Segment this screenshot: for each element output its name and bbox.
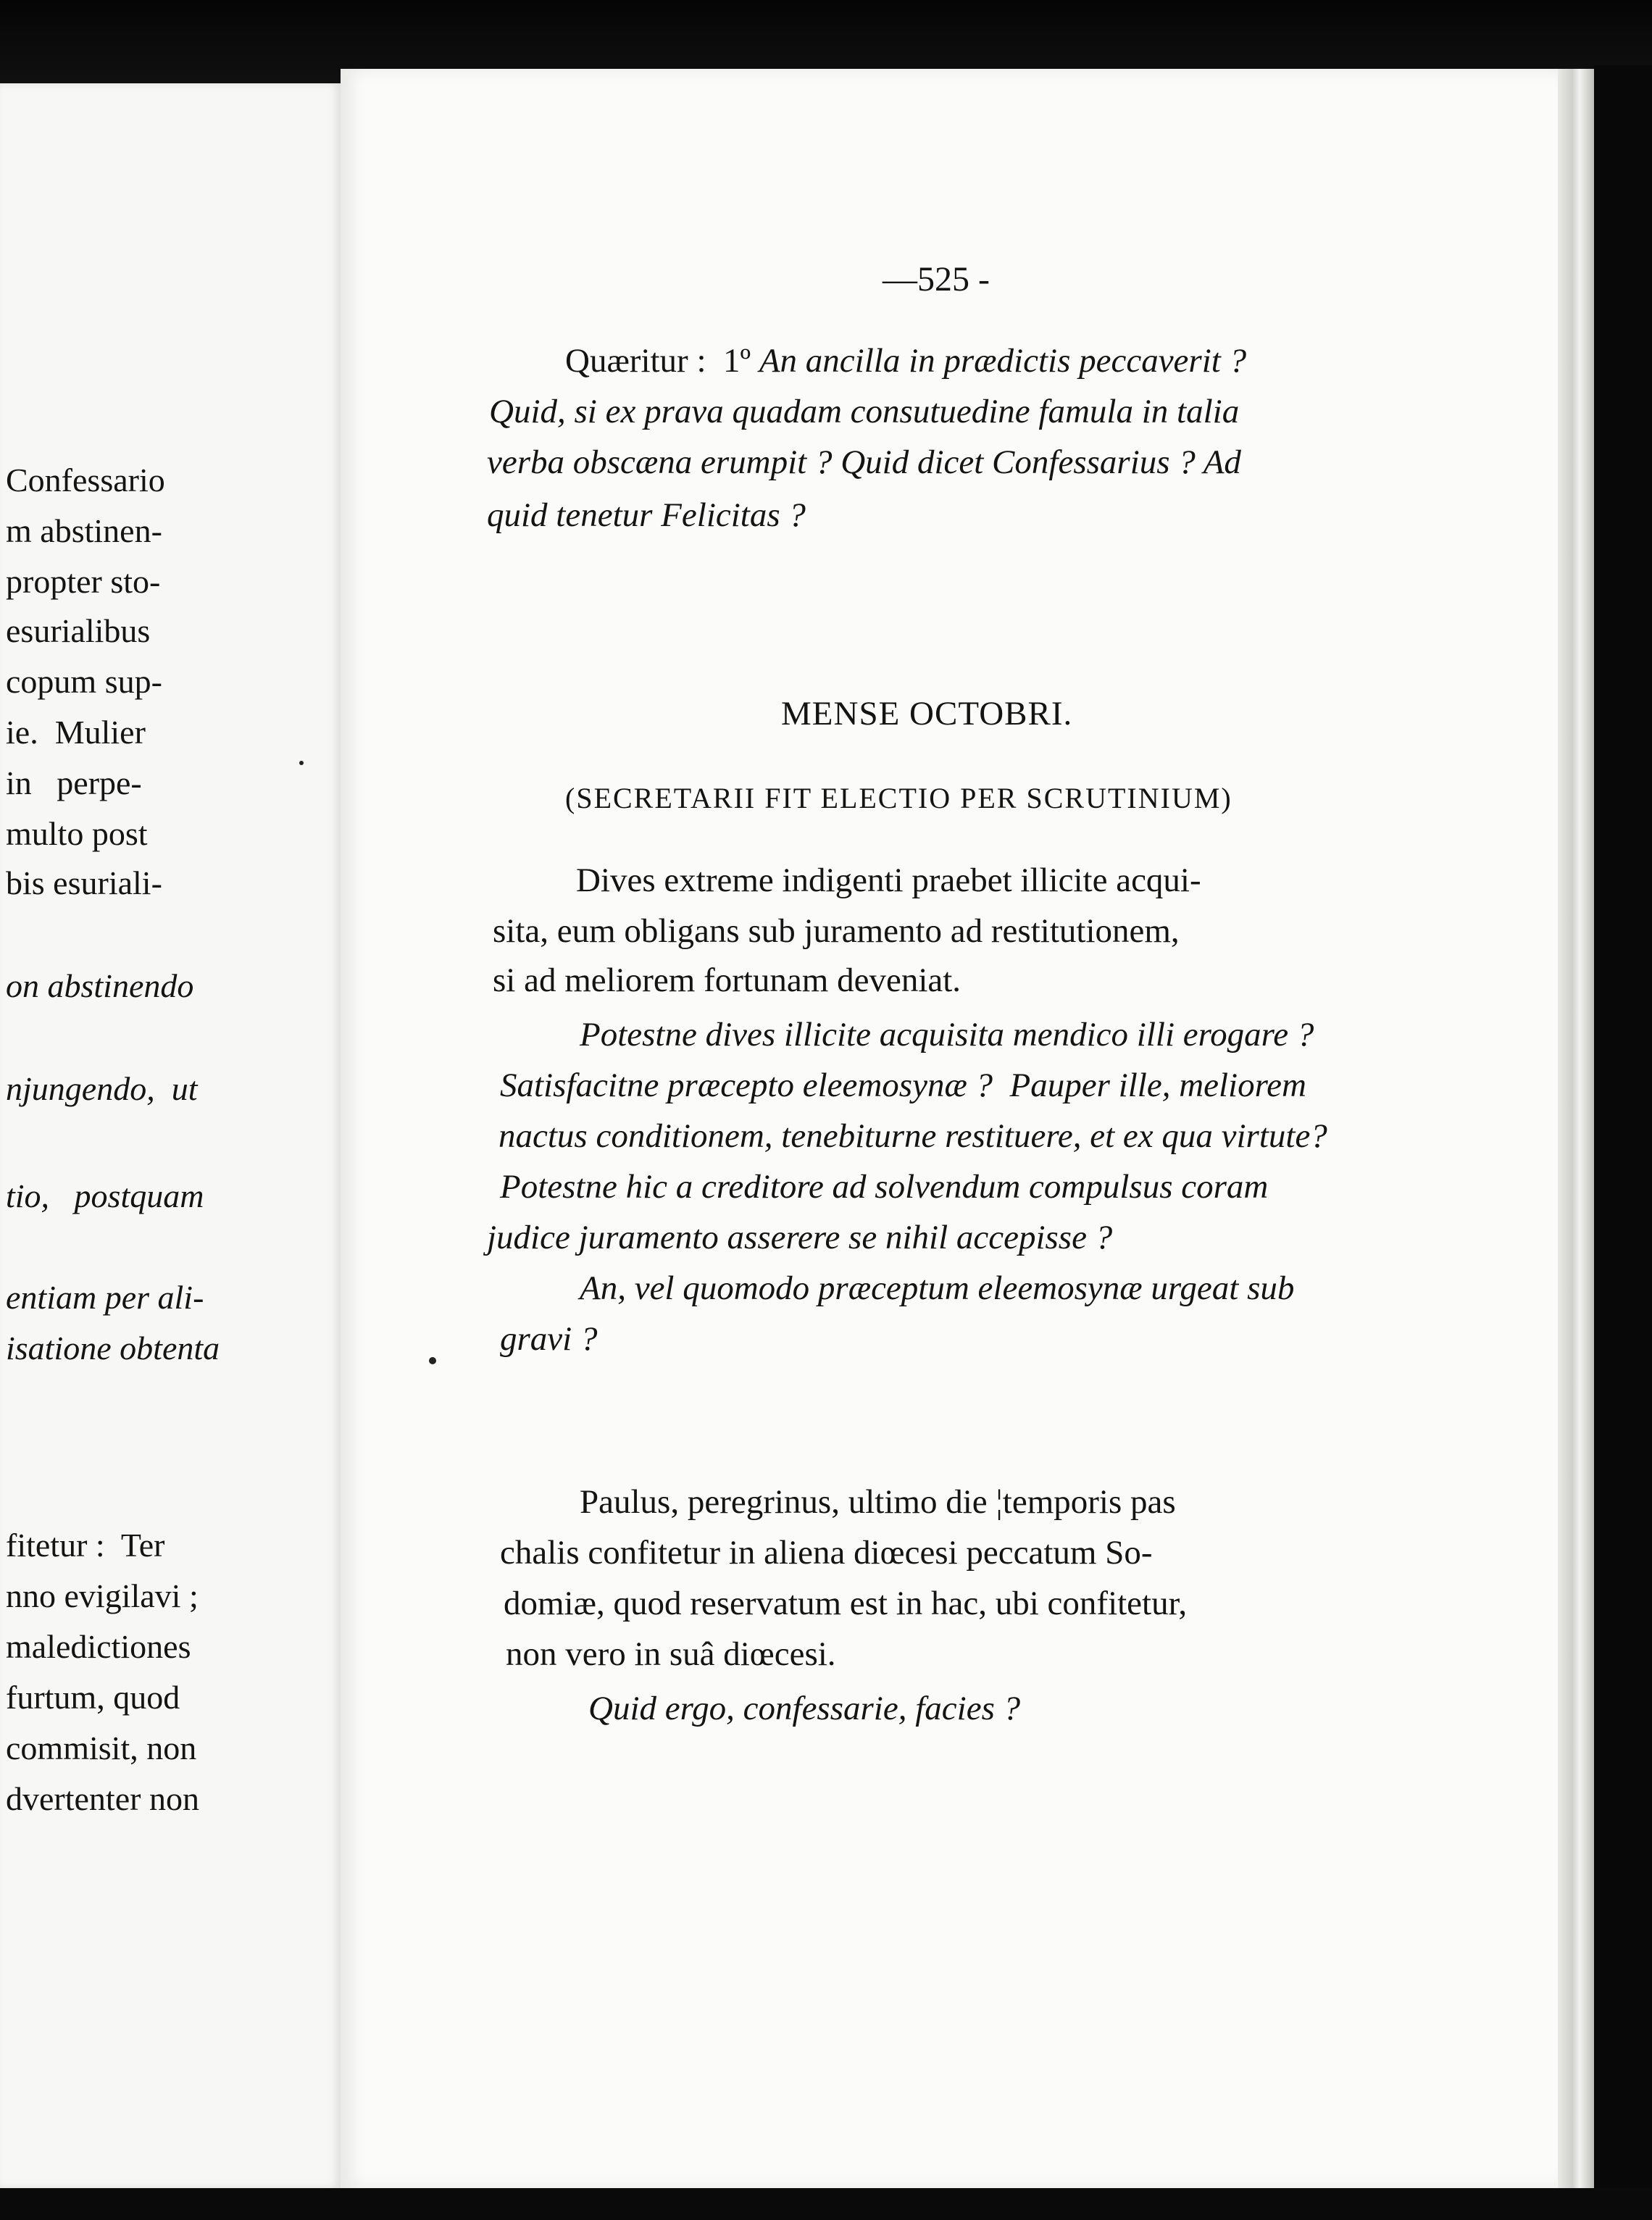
scan-border-bottom — [0, 2188, 1652, 2220]
paragraph-2-question-line: Potestne dives illicite acquisita mendico illi erogare ? — [580, 1016, 1314, 1053]
paragraph-1-question: An ancilla in prædictis peccaverit ? — [759, 342, 1247, 380]
left-page-line: maledictiones — [6, 1628, 191, 1665]
paragraph-3-line: chalis confitetur in aliena diœcesi peccatum So- — [500, 1534, 1153, 1572]
paragraph-3-question: Quid ergo, confessarie, facies ? — [588, 1690, 1021, 1727]
paragraph-3-line: non vero in suâ diœcesi. — [506, 1635, 836, 1673]
paragraph-1-line-3: verba obscæna erumpit ? Quid dicet Confessarius ? Ad — [487, 443, 1241, 481]
left-page — [0, 83, 341, 2188]
ink-dot — [429, 1357, 436, 1364]
section-subheading: (SECRETARII FIT ELECTIO PER SCRUTINIUM) — [565, 782, 1232, 814]
left-page-line: nno evigilavi ; — [6, 1577, 199, 1614]
paragraph-2-line: si ad meliorem fortunam deveniat. — [493, 961, 961, 999]
page-number: —525 - — [883, 260, 990, 299]
paragraph-2-question-line: gravi ? — [500, 1320, 598, 1358]
page-edge — [1558, 69, 1594, 2188]
left-page-line: fitetur : Ter — [6, 1527, 165, 1564]
paragraph-1-line-2: Quid, si ex prava quadam consutuedine famula in talia — [489, 393, 1240, 430]
paragraph-1-line-4: quid tenetur Felicitas ? — [487, 496, 806, 534]
paragraph-2-question-line: nactus conditionem, tenebiturne restituere, et ex qua virtute? — [498, 1117, 1327, 1155]
paragraph-2-question-line: Potestne hic a creditore ad solvendum compulsus coram — [500, 1168, 1269, 1206]
ink-dot — [299, 761, 304, 765]
left-page-line: dvertenter non — [6, 1780, 199, 1817]
left-page-line: copum sup- — [6, 663, 162, 700]
left-page-line: commisit, non — [6, 1729, 197, 1766]
section-heading: MENSE OCTOBRI. — [781, 695, 1073, 733]
left-page-line: m abstinen- — [6, 512, 162, 549]
left-page-line: entiam per ali- — [6, 1279, 204, 1316]
paragraph-3-line: domiæ, quod reservatum est in hac, ubi confitetur, — [504, 1585, 1188, 1622]
left-page-line: isatione obtenta — [6, 1330, 220, 1366]
paragraph-3-line: Paulus, peregrinus, ultimo die ¦temporis pas — [580, 1483, 1176, 1521]
left-page-line: furtum, quod — [6, 1679, 180, 1716]
left-page-line: ie. Mulier — [6, 714, 146, 751]
left-page-line: on abstinendo — [6, 967, 194, 1004]
left-page-line: propter sto- — [6, 563, 161, 600]
left-page-line: tio, postquam — [6, 1177, 204, 1214]
paragraph-2-question-line: An, vel quomodo præceptum eleemosynæ urgeat sub — [580, 1269, 1295, 1307]
left-page-line: in perpe- — [6, 764, 142, 801]
paragraph-1-lead: Quæritur : 1º — [565, 342, 759, 380]
left-page-line: multo post — [6, 815, 148, 852]
left-page-line: bis esuriali- — [6, 864, 162, 901]
paragraph-2-line: sita, eum obligans sub juramento ad restitutionem, — [493, 912, 1180, 950]
left-page-line: esurialibus — [6, 612, 151, 649]
paragraph-2-question-line: judice juramento asserere se nihil accepisse ? — [487, 1219, 1113, 1256]
paragraph-2-line: Dives extreme indigenti praebet illicite acqui- — [576, 861, 1201, 899]
left-page-line: Confessario — [6, 462, 165, 498]
left-page-line: njungendo, ut — [6, 1070, 198, 1107]
scan-border-right — [1594, 65, 1652, 2220]
paragraph-2-question-line: Satisfacitne præcepto eleemosynæ ? Pauper ille, meliorem — [500, 1067, 1306, 1104]
paragraph-1-line-1 — [565, 344, 1246, 378]
